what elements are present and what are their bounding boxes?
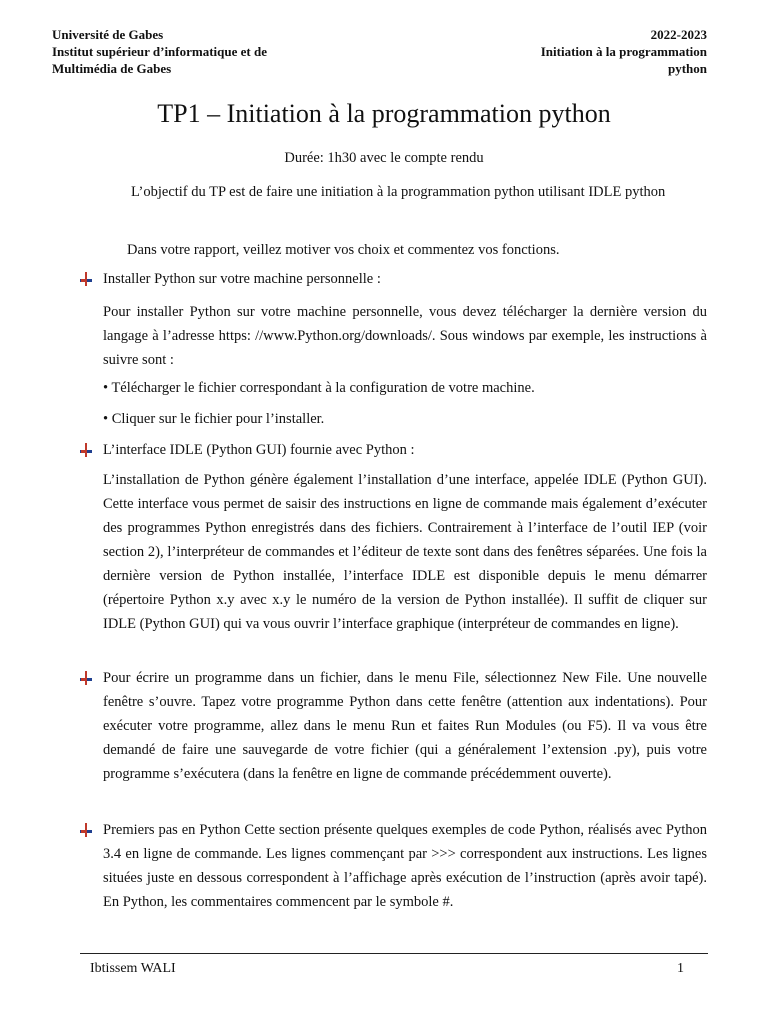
pushpin-bullet-icon — [78, 442, 94, 458]
report-paragraph: Dans votre rapport, veillez motiver vos choix et commentez vos fonctions. — [127, 242, 560, 258]
footer-divider — [80, 953, 708, 954]
header-right — [541, 26, 707, 77]
header-course-cont: python — [667, 61, 707, 76]
list-item: • Télécharger le fichier correspondant à la configuration de votre machine. — [103, 380, 535, 396]
section-body: Pour écrire un programme dans un fichier, dans le menu File, sélectionnez New File. Une nouvelle fenêtre s’ouvre. Tapez votre programme Python dans cette fenêtre (attention aux indentations). Pour exécuter votre programme, allez dans le menu Run et faites Run Modules (ou F5). Il va vous être demandé de faire une sauvegarde de votre fichier (qui a généralement l’extension .py), puis votre programme s’exécutera (dans la fenêtre en ligne de commande précédemment ouverte). — [103, 670, 707, 782]
header-course: Initiation à la programmation — [540, 44, 707, 59]
header-left — [52, 26, 267, 77]
section-heading: Installer Python sur votre machine personnelle : — [103, 271, 381, 287]
pushpin-bullet-icon — [78, 271, 94, 287]
header-university: Université de Gabes — [52, 27, 164, 42]
page-number: 1 — [677, 961, 684, 976]
header-institute: Institut supérieur d’informatique et de — [52, 44, 267, 59]
footer-author: Ibtissem WALI — [90, 961, 176, 976]
list-item: • Cliquer sur le fichier pour l’installer. — [103, 411, 325, 427]
section-heading: L’interface IDLE (Python GUI) fournie avec Python : — [103, 442, 415, 458]
section-body: Pour installer Python sur votre machine personnelle, vous devez télécharger la dernière version du langage à l’adresse https: //www.Python.org/downloads/. Sous windows par exemple, les instructions à suivre sont : — [103, 304, 707, 368]
header-year: 2022-2023 — [650, 27, 707, 42]
section-body: L’installation de Python génère également l’installation d’une interface, appelée IDLE (Python GUI). Cette interface vous permet de saisir des instructions en ligne de commande mais également d’exécuter des programmes Python enregistrés dans des fichiers. Contrairement à l’interface de l’outil IEP (voir section 2), l’interpréteur de commandes et l’éditeur de texte sont dans des fenêtres séparées. Une fois la dernière version de Python installée, l’interface IDLE est disponible depuis le menu démarrer (répertoire Python x.y avec x.y le numéro de la version de Python installée). Il suffit de cliquer sur IDLE (Python GUI) qui va vous ouvrir l’interface graphique (interpréteur de commandes en ligne). — [103, 472, 707, 632]
page-title: TP1 – Initiation à la programmation python — [157, 99, 611, 128]
duration: Durée: 1h30 avec le compte rendu — [284, 150, 484, 166]
objective-paragraph: L’objectif du TP est de faire une initiation à la programmation python utilisant IDLE python — [131, 184, 666, 200]
header-institute-cont: Multimédia de Gabes — [52, 61, 172, 76]
pushpin-bullet-icon — [78, 822, 94, 838]
section-body: Premiers pas en Python Cette section présente quelques exemples de code Python, réalisés avec Python 3.4 en ligne de commande. Les lignes commençant par >>> correspondent aux instructions. Les lignes situées juste en dessous correspondent à l’affichage après exécution de l’instruction (après avoir tapé). En Python, les commentaires commencent par le symbole #. — [103, 822, 707, 910]
pushpin-bullet-icon — [78, 670, 94, 686]
